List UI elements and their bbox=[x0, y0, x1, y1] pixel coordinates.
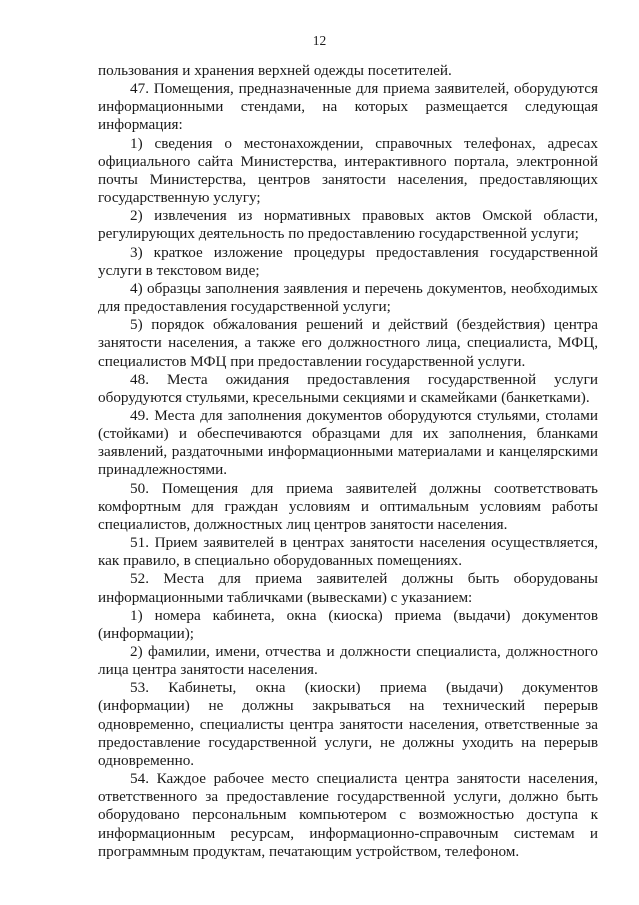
paragraph-48: 48. Места ожидания предоставления государственной услуги оборудуются стульями, кресельными секциями и скамейками (банкетками). bbox=[98, 370, 598, 406]
page-number: 12 bbox=[312, 33, 327, 48]
paragraph-54: 54. Каждое рабочее место специалиста центра занятости населения, ответственного за предоставление государственной услуги, должно быть оборудовано персональным компьютером с возможностью доступа к информационным ресурсам, информационно-справочным системам и программным продуктам, печатающим устройством, телефоном. bbox=[98, 770, 598, 860]
list-item-52-1: 1) номера кабинета, окна (киоска) приема (выдачи) документов (информации); bbox=[98, 606, 598, 642]
document-body bbox=[98, 62, 598, 861]
list-item-47-4: 4) образцы заполнения заявления и перечень документов, необходимых для предоставления государственной услуги; bbox=[98, 279, 598, 316]
list-item-47-1: 1) сведения о местонахождении, справочных телефонах, адресах официального сайта Министерства, интерактивного портала, электронной почты Министерства, центров занятости населения, предоставляющих государственную услугу; bbox=[98, 134, 598, 207]
paragraph-52: 52. Места для приема заявителей должны быть оборудованы информационными табличками (вывесками) с указанием: bbox=[98, 570, 598, 606]
list-item-47-2: 2) извлечения из нормативных правовых актов Омской области, регулирующих деятельность по предоставлению государственной услуги; bbox=[98, 207, 598, 243]
paragraph-50: 50. Помещения для приема заявителей должны соответствовать комфортным для граждан условиям и оптимальным условиям работы специалистов, должностных лиц центров занятости населения. bbox=[98, 479, 598, 533]
list-item-47-3: 3) краткое изложение процедуры предоставления государственной услуги в текстовом виде; bbox=[98, 243, 598, 279]
paragraph-49: 49. Места для заполнения документов оборудуются стульями, столами (стойками) и обеспечиваются образцами для их заполнения, бланками заявлений, раздаточными информационными материалами и канцелярскими принадлежностями. bbox=[98, 406, 598, 479]
list-item-47-5: 5) порядок обжалования решений и действий (бездействия) центра занятости населения, а также его должностного лица, специалиста, МФЦ, специалистов МФЦ при предоставлении государственной услуги. bbox=[98, 316, 598, 370]
paragraph-51: 51. Прием заявителей в центрах занятости населения осуществляется, как правило, в специально оборудованных помещениях. bbox=[98, 534, 598, 570]
paragraph-46-continuation: пользования и хранения верхней одежды посетителей. bbox=[98, 62, 452, 79]
paragraph-47: 47. Помещения, предназначенные для приема заявителей, оборудуются информационными стендами, на которых размещается следующая информация: bbox=[98, 80, 598, 134]
paragraph-53: 53. Кабинеты, окна (киоски) приема (выдачи) документов (информации) не должны закрываться на технический перерыв одновременно, специалисты центра занятости населения, ответственные за предоставление государственной услуги, не должны уходить на перерыв одновременно. bbox=[98, 679, 598, 769]
list-item-52-2: 2) фамилии, имени, отчества и должности специалиста, должностного лица центра занятости населения. bbox=[98, 643, 598, 679]
